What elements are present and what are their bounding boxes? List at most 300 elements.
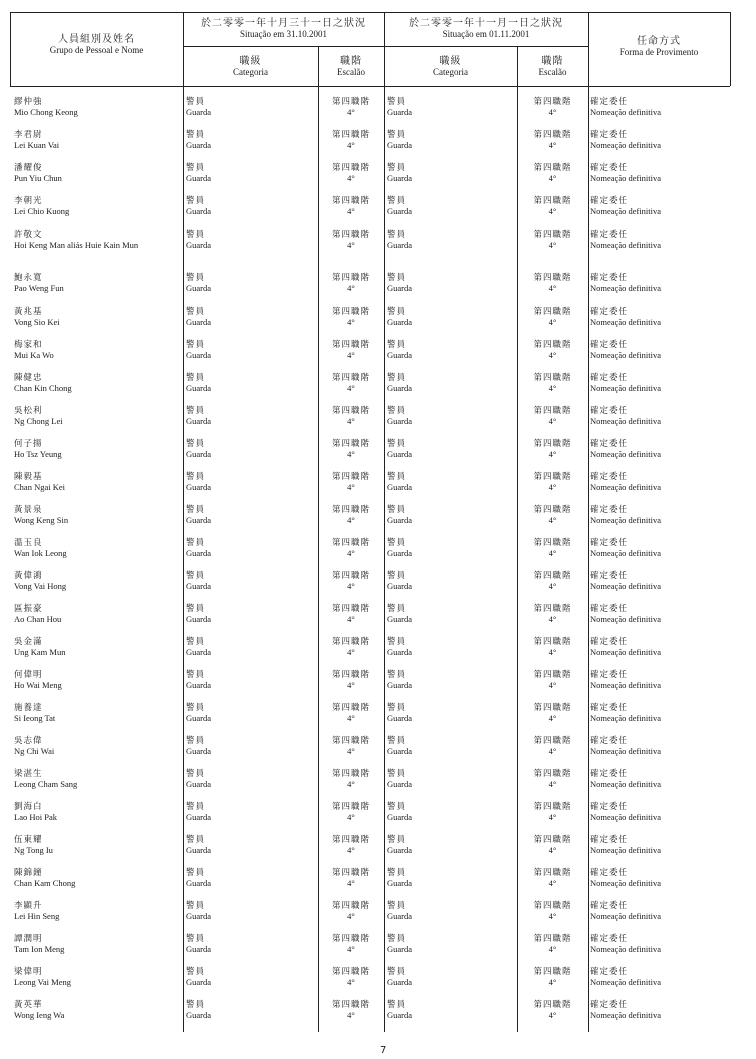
cell-categoria-before: [186, 340, 314, 360]
cell-escalao-before: [320, 637, 382, 657]
cell-categoria-after-pt: Guarda: [387, 482, 413, 492]
cell-provimento-pt: Nomeação definitiva: [590, 911, 662, 921]
cell-escalao-after-pt: 4°: [548, 713, 557, 723]
cell-categoria-after: [387, 406, 513, 426]
cell-escalao-after: [519, 163, 586, 183]
cell-escalao-after: [519, 967, 586, 987]
cell-name: [14, 163, 180, 183]
cell-categoria-before: [186, 736, 314, 756]
cell-escalao-before-pt: 4°: [347, 779, 355, 789]
cell-escalao-after: [519, 637, 586, 657]
cell-escalao-before-pt: 4°: [347, 944, 355, 954]
header-personnel-zh: 人員組別及姓名: [58, 34, 135, 45]
cell-provimento: [590, 472, 728, 492]
cell-provimento-zh: 確定委任: [590, 769, 629, 779]
table-right-border: [730, 12, 731, 86]
cell-escalao-after: [519, 868, 586, 888]
cell-provimento-pt: Nomeação definitiva: [590, 680, 662, 690]
cell-escalao-before-pt: 4°: [347, 878, 355, 888]
cell-name-pt: Chan Kin Chong: [14, 383, 72, 393]
cell-provimento: [590, 703, 728, 723]
cell-categoria-before-pt: Guarda: [186, 779, 212, 789]
cell-categoria-after-zh: 警員: [387, 538, 407, 548]
cell-escalao-after-pt: 4°: [548, 746, 557, 756]
cell-name-zh: 施養達: [14, 703, 43, 713]
cell-escalao-after-pt: 4°: [548, 283, 557, 293]
column-divider-3: [384, 12, 385, 1032]
cell-categoria-before-zh: 警員: [186, 196, 206, 206]
cell-escalao-after-zh: 第四職階: [533, 1000, 572, 1010]
cell-categoria-after: [387, 934, 513, 954]
header-categoria-before-zh: 職級: [239, 56, 262, 67]
cell-escalao-after: [519, 439, 586, 459]
cell-categoria-after-pt: Guarda: [387, 548, 413, 558]
cell-escalao-before-pt: 4°: [347, 680, 355, 690]
cell-categoria-before: [186, 538, 314, 558]
cell-categoria-after-zh: 警員: [387, 1000, 407, 1010]
cell-provimento: [590, 967, 728, 987]
cell-escalao-after: [519, 538, 586, 558]
cell-provimento-pt: Nomeação definitiva: [590, 812, 662, 822]
cell-escalao-before-zh: 第四職階: [331, 538, 370, 548]
cell-categoria-after-pt: Guarda: [387, 140, 413, 150]
column-divider-5: [588, 12, 589, 1032]
cell-categoria-after: [387, 373, 513, 393]
cell-provimento-zh: 確定委任: [590, 868, 629, 878]
cell-escalao-after: [519, 604, 586, 624]
cell-categoria-before-zh: 警員: [186, 868, 206, 878]
cell-name-pt: Wan Iok Leong: [14, 548, 67, 558]
cell-categoria-before: [186, 373, 314, 393]
cell-provimento-pt: Nomeação definitiva: [590, 1010, 662, 1020]
cell-categoria-before: [186, 637, 314, 657]
cell-escalao-after-pt: 4°: [548, 779, 557, 789]
cell-escalao-before: [320, 934, 382, 954]
cell-categoria-before: [186, 967, 314, 987]
header-period-after-zh: 於二零零一年十一月一日之狀況: [409, 18, 563, 29]
cell-escalao-before: [320, 769, 382, 789]
cell-name-pt: Ung Kam Mun: [14, 647, 66, 657]
header-provimento: [588, 36, 730, 58]
cell-escalao-before: [320, 273, 382, 293]
cell-escalao-before-zh: 第四職階: [331, 571, 370, 581]
cell-provimento-pt: Nomeação definitiva: [590, 845, 662, 855]
cell-name-zh: 陳錦鐘: [14, 868, 43, 878]
cell-categoria-before-pt: Guarda: [186, 240, 212, 250]
cell-categoria-before-zh: 警員: [186, 967, 206, 977]
cell-categoria-before: [186, 1000, 314, 1020]
cell-name-zh: 劉海白: [14, 802, 43, 812]
cell-categoria-before-zh: 警員: [186, 439, 206, 449]
header-escalao-before-pt: Escalão: [337, 67, 365, 77]
cell-categoria-after-zh: 警員: [387, 769, 407, 779]
cell-categoria-before: [186, 505, 314, 525]
cell-name-zh: 繆仲強: [14, 97, 43, 107]
cell-categoria-after-zh: 警員: [387, 703, 407, 713]
cell-name-zh: 黃英華: [14, 1000, 43, 1010]
cell-escalao-before-zh: 第四職階: [331, 273, 370, 283]
cell-escalao-after-pt: 4°: [548, 240, 557, 250]
cell-provimento-pt: Nomeação definitiva: [590, 383, 662, 393]
cell-escalao-after: [519, 373, 586, 393]
cell-categoria-after-pt: Guarda: [387, 449, 413, 459]
cell-escalao-after: [519, 703, 586, 723]
cell-categoria-after: [387, 196, 513, 216]
cell-categoria-after-zh: 警員: [387, 637, 407, 647]
cell-categoria-after: [387, 130, 513, 150]
cell-categoria-after: [387, 703, 513, 723]
cell-categoria-before-zh: 警員: [186, 802, 206, 812]
cell-categoria-after-zh: 警員: [387, 472, 407, 482]
cell-escalao-after-pt: 4°: [548, 977, 557, 987]
cell-categoria-after-zh: 警員: [387, 130, 407, 140]
cell-categoria-after-pt: Guarda: [387, 977, 413, 987]
cell-provimento-zh: 確定委任: [590, 967, 629, 977]
cell-categoria-after: [387, 230, 513, 250]
cell-escalao-after: [519, 472, 586, 492]
cell-escalao-after-zh: 第四職階: [533, 901, 572, 911]
cell-provimento-pt: Nomeação definitiva: [590, 317, 662, 327]
page-number: 7: [380, 1045, 387, 1056]
cell-escalao-before: [320, 97, 382, 117]
cell-provimento: [590, 835, 728, 855]
cell-categoria-after: [387, 637, 513, 657]
cell-escalao-before-zh: 第四職階: [331, 967, 370, 977]
cell-categoria-before: [186, 273, 314, 293]
cell-provimento-zh: 確定委任: [590, 439, 629, 449]
cell-escalao-before-pt: 4°: [347, 713, 355, 723]
cell-name: [14, 670, 180, 690]
cell-name-pt: Ng Tong Iu: [14, 845, 53, 855]
cell-provimento-zh: 確定委任: [590, 505, 629, 515]
cell-categoria-after-zh: 警員: [387, 505, 407, 515]
cell-escalao-before: [320, 196, 382, 216]
cell-categoria-before-zh: 警員: [186, 97, 206, 107]
cell-name-pt: Si Ieong Tat: [14, 713, 56, 723]
cell-categoria-before-pt: Guarda: [186, 548, 212, 558]
cell-escalao-after-zh: 第四職階: [533, 571, 572, 581]
cell-escalao-after-zh: 第四職階: [533, 273, 572, 283]
cell-categoria-after-zh: 警員: [387, 439, 407, 449]
cell-categoria-after: [387, 604, 513, 624]
header-categoria-after-zh: 職級: [439, 56, 462, 67]
cell-escalao-before-zh: 第四職階: [331, 406, 370, 416]
header-personnel: [10, 34, 183, 56]
cell-name-zh: 黃兆基: [14, 307, 43, 317]
cell-escalao-after: [519, 130, 586, 150]
cell-escalao-after-zh: 第四職階: [533, 703, 572, 713]
cell-provimento: [590, 163, 728, 183]
cell-escalao-after: [519, 230, 586, 250]
cell-escalao-before-zh: 第四職階: [331, 340, 370, 350]
header-categoria-after-pt: Categoria: [433, 67, 468, 77]
cell-escalao-before-pt: 4°: [347, 107, 355, 117]
cell-categoria-before-zh: 警員: [186, 406, 206, 416]
cell-categoria-before-pt: Guarda: [186, 350, 212, 360]
header-escalao-after-pt: Escalão: [538, 67, 567, 77]
cell-escalao-after-zh: 第四職階: [533, 736, 572, 746]
cell-escalao-before-zh: 第四職階: [331, 835, 370, 845]
cell-escalao-before-pt: 4°: [347, 515, 355, 525]
cell-provimento-pt: Nomeação definitiva: [590, 944, 662, 954]
cell-categoria-before: [186, 802, 314, 822]
cell-categoria-after-pt: Guarda: [387, 944, 413, 954]
cell-name: [14, 967, 180, 987]
cell-escalao-after-pt: 4°: [548, 140, 557, 150]
cell-provimento: [590, 604, 728, 624]
cell-escalao-before-pt: 4°: [347, 977, 355, 987]
cell-categoria-after-pt: Guarda: [387, 911, 413, 921]
cell-provimento: [590, 736, 728, 756]
cell-escalao-before: [320, 736, 382, 756]
cell-escalao-before: [320, 163, 382, 183]
cell-provimento-zh: 確定委任: [590, 1000, 629, 1010]
cell-escalao-before-pt: 4°: [347, 283, 355, 293]
cell-provimento-zh: 確定委任: [590, 472, 629, 482]
cell-escalao-after-zh: 第四職階: [533, 230, 572, 240]
cell-escalao-before-zh: 第四職階: [331, 1000, 370, 1010]
cell-escalao-before-zh: 第四職階: [331, 901, 370, 911]
cell-escalao-after-zh: 第四職階: [533, 967, 572, 977]
cell-categoria-after: [387, 802, 513, 822]
cell-name: [14, 472, 180, 492]
cell-escalao-after-pt: 4°: [548, 350, 557, 360]
cell-escalao-after: [519, 736, 586, 756]
cell-name: [14, 439, 180, 459]
cell-escalao-after-pt: 4°: [548, 449, 557, 459]
cell-categoria-before-pt: Guarda: [186, 647, 212, 657]
cell-categoria-after-pt: Guarda: [387, 1010, 413, 1020]
cell-escalao-before-zh: 第四職階: [331, 934, 370, 944]
cell-escalao-before-pt: 4°: [347, 416, 355, 426]
cell-provimento: [590, 406, 728, 426]
cell-name: [14, 769, 180, 789]
cell-categoria-after-zh: 警員: [387, 901, 407, 911]
cell-escalao-after-zh: 第四職階: [533, 196, 572, 206]
cell-name-zh: 溫玉良: [14, 538, 43, 548]
cell-name-zh: 伍東耀: [14, 835, 43, 845]
cell-provimento-zh: 確定委任: [590, 802, 629, 812]
cell-escalao-before-pt: 4°: [347, 812, 355, 822]
header-provimento-zh: 任命方式: [637, 36, 681, 47]
cell-categoria-after-pt: Guarda: [387, 581, 413, 591]
cell-categoria-after: [387, 868, 513, 888]
cell-escalao-before-pt: 4°: [347, 383, 355, 393]
cell-escalao-after-pt: 4°: [548, 1010, 557, 1020]
cell-categoria-after-zh: 警員: [387, 196, 407, 206]
cell-escalao-after: [519, 670, 586, 690]
cell-escalao-before: [320, 307, 382, 327]
header-categoria-before: [183, 56, 318, 78]
cell-escalao-after-zh: 第四職階: [533, 307, 572, 317]
cell-escalao-after-zh: 第四職階: [533, 505, 572, 515]
cell-categoria-after-pt: Guarda: [387, 107, 413, 117]
cell-name: [14, 373, 180, 393]
cell-categoria-before: [186, 130, 314, 150]
cell-provimento: [590, 934, 728, 954]
cell-categoria-after-zh: 警員: [387, 406, 407, 416]
header-escalao-after-zh: 職階: [541, 56, 564, 67]
cell-escalao-after-pt: 4°: [548, 548, 557, 558]
cell-provimento-pt: Nomeação definitiva: [590, 350, 662, 360]
cell-escalao-before: [320, 472, 382, 492]
cell-categoria-after-pt: Guarda: [387, 812, 413, 822]
cell-categoria-before-pt: Guarda: [186, 977, 212, 987]
cell-provimento: [590, 637, 728, 657]
cell-escalao-before: [320, 967, 382, 987]
cell-provimento: [590, 1000, 728, 1020]
cell-provimento-pt: Nomeação definitiva: [590, 977, 662, 987]
cell-provimento-pt: Nomeação definitiva: [590, 878, 662, 888]
cell-escalao-after-pt: 4°: [548, 515, 557, 525]
cell-escalao-after-pt: 4°: [548, 812, 557, 822]
cell-escalao-after-zh: 第四職階: [533, 538, 572, 548]
cell-categoria-after: [387, 97, 513, 117]
cell-escalao-before-pt: 4°: [347, 911, 355, 921]
cell-categoria-before-zh: 警員: [186, 163, 206, 173]
cell-escalao-after-zh: 第四職階: [533, 868, 572, 878]
cell-categoria-after-zh: 警員: [387, 670, 407, 680]
cell-name-pt: Vong Sio Kei: [14, 317, 60, 327]
cell-name-zh: 李朝光: [14, 196, 43, 206]
cell-provimento: [590, 97, 728, 117]
cell-escalao-after-pt: 4°: [548, 911, 557, 921]
cell-provimento-zh: 確定委任: [590, 130, 629, 140]
cell-provimento-zh: 確定委任: [590, 406, 629, 416]
cell-categoria-before-zh: 警員: [186, 273, 206, 283]
table-top-border: [10, 12, 730, 13]
cell-categoria-before-pt: Guarda: [186, 713, 212, 723]
cell-name-pt: Tam Ion Meng: [14, 944, 65, 954]
cell-categoria-before-zh: 警員: [186, 230, 206, 240]
cell-categoria-before-pt: Guarda: [186, 107, 212, 117]
cell-escalao-after-zh: 第四職階: [533, 934, 572, 944]
cell-escalao-after-zh: 第四職階: [533, 163, 572, 173]
cell-escalao-before-zh: 第四職階: [331, 196, 370, 206]
cell-provimento: [590, 230, 728, 250]
cell-escalao-before-zh: 第四職階: [331, 373, 370, 383]
cell-categoria-before-pt: Guarda: [186, 140, 212, 150]
cell-provimento: [590, 571, 728, 591]
cell-escalao-before: [320, 505, 382, 525]
cell-provimento-pt: Nomeação definitiva: [590, 779, 662, 789]
cell-provimento: [590, 670, 728, 690]
cell-escalao-after-pt: 4°: [548, 482, 557, 492]
cell-name: [14, 571, 180, 591]
cell-escalao-before-zh: 第四職階: [331, 307, 370, 317]
cell-escalao-after-zh: 第四職階: [533, 406, 572, 416]
cell-name-zh: 區振豪: [14, 604, 43, 614]
cell-escalao-before: [320, 439, 382, 459]
cell-categoria-before-pt: Guarda: [186, 878, 212, 888]
cell-provimento-pt: Nomeação definitiva: [590, 283, 662, 293]
cell-provimento: [590, 538, 728, 558]
cell-name-pt: Ho Wai Meng: [14, 680, 62, 690]
cell-categoria-after-pt: Guarda: [387, 845, 413, 855]
cell-categoria-before-zh: 警員: [186, 934, 206, 944]
cell-name: [14, 196, 180, 216]
cell-escalao-before: [320, 901, 382, 921]
header-split-line: [183, 46, 588, 47]
cell-provimento-zh: 確定委任: [590, 934, 629, 944]
cell-provimento-zh: 確定委任: [590, 273, 629, 283]
cell-escalao-after: [519, 571, 586, 591]
cell-provimento-zh: 確定委任: [590, 703, 629, 713]
cell-name-pt: Ng Chong Lei: [14, 416, 63, 426]
cell-escalao-before-pt: 4°: [347, 482, 355, 492]
cell-escalao-before: [320, 340, 382, 360]
cell-categoria-before-zh: 警員: [186, 604, 206, 614]
cell-escalao-before-zh: 第四職階: [331, 163, 370, 173]
cell-categoria-before-zh: 警員: [186, 307, 206, 317]
cell-name: [14, 97, 180, 117]
cell-escalao-after: [519, 505, 586, 525]
cell-provimento-zh: 確定委任: [590, 670, 629, 680]
cell-categoria-after-pt: Guarda: [387, 240, 413, 250]
cell-categoria-after-zh: 警員: [387, 934, 407, 944]
cell-escalao-before: [320, 604, 382, 624]
cell-escalao-before-zh: 第四職階: [331, 130, 370, 140]
cell-categoria-before: [186, 934, 314, 954]
cell-escalao-before: [320, 571, 382, 591]
cell-categoria-after-pt: Guarda: [387, 680, 413, 690]
header-escalao-before: [318, 56, 384, 78]
cell-name-pt: Ng Chi Wai: [14, 746, 55, 756]
cell-name-pt: Lao Hoi Pak: [14, 812, 57, 822]
cell-escalao-after: [519, 1000, 586, 1020]
cell-categoria-before: [186, 868, 314, 888]
cell-name-zh: 梁偉明: [14, 967, 43, 977]
cell-escalao-after-pt: 4°: [548, 878, 557, 888]
cell-escalao-before-pt: 4°: [347, 206, 355, 216]
cell-escalao-after-pt: 4°: [548, 173, 557, 183]
cell-provimento: [590, 340, 728, 360]
header-period-before: [183, 18, 384, 40]
cell-categoria-before-zh: 警員: [186, 571, 206, 581]
cell-categoria-before-zh: 警員: [186, 901, 206, 911]
cell-provimento-pt: Nomeação definitiva: [590, 449, 662, 459]
cell-name: [14, 934, 180, 954]
cell-escalao-after: [519, 406, 586, 426]
header-categoria-before-pt: Categoria: [233, 67, 268, 77]
cell-provimento-zh: 確定委任: [590, 604, 629, 614]
cell-name-pt: Hoi Keng Man aliás Huie Kain Mun: [14, 240, 139, 250]
cell-provimento: [590, 196, 728, 216]
cell-name-zh: 何偉明: [14, 670, 43, 680]
cell-categoria-after-zh: 警員: [387, 340, 407, 350]
cell-categoria-before-pt: Guarda: [186, 1010, 212, 1020]
header-provimento-pt: Forma de Provimento: [619, 47, 699, 57]
cell-categoria-after-zh: 警員: [387, 967, 407, 977]
cell-name-pt: Ho Tsz Yeung: [14, 449, 62, 459]
cell-escalao-before-zh: 第四職階: [331, 505, 370, 515]
cell-name: [14, 868, 180, 888]
cell-categoria-before-pt: Guarda: [186, 283, 212, 293]
cell-categoria-after-pt: Guarda: [387, 383, 413, 393]
cell-provimento-zh: 確定委任: [590, 307, 629, 317]
cell-escalao-after: [519, 835, 586, 855]
cell-categoria-after-zh: 警員: [387, 373, 407, 383]
cell-name: [14, 406, 180, 426]
cell-escalao-before-zh: 第四職階: [331, 472, 370, 482]
cell-provimento-zh: 確定委任: [590, 340, 629, 350]
header-period-before-pt: Situação em 31.10.2001: [240, 29, 327, 39]
cell-name-zh: 陳毅基: [14, 472, 43, 482]
cell-escalao-after: [519, 273, 586, 293]
cell-categoria-after-pt: Guarda: [387, 173, 413, 183]
cell-categoria-before-zh: 警員: [186, 736, 206, 746]
cell-categoria-after-zh: 警員: [387, 273, 407, 283]
